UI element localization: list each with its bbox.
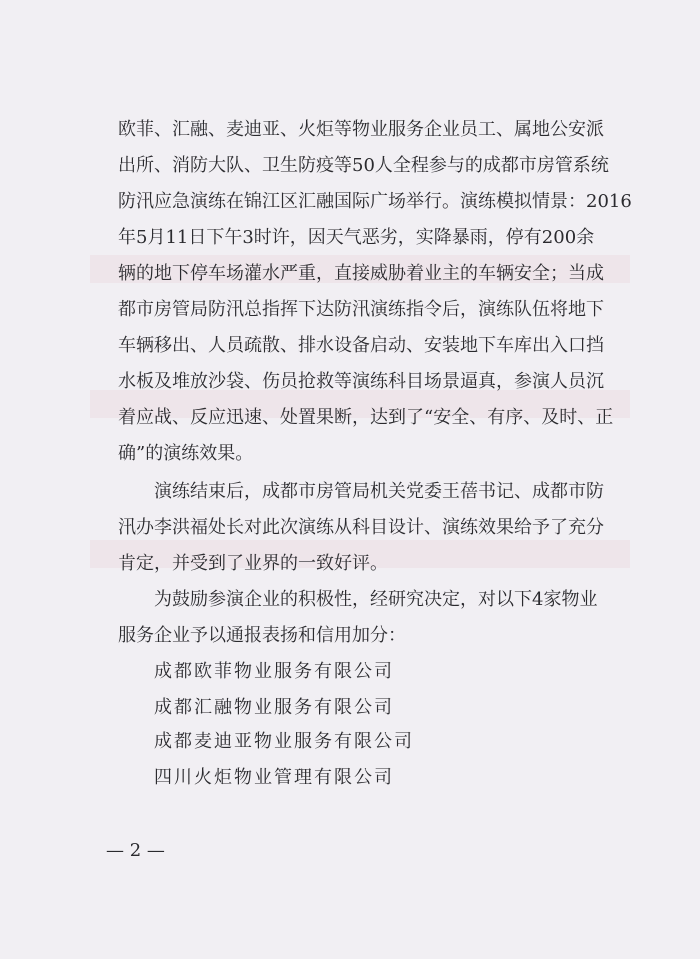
text-line: 水板及堆放沙袋、伤员抢救等演练科目场景逼真，参演人员沉 <box>118 371 604 392</box>
company-item: 四川火炬物业管理有限公司 <box>154 767 394 788</box>
text-line: 出所、消防大队、卫生防疫等50人全程参与的成都市房管系统 <box>118 155 609 176</box>
page-number: — 2 — <box>106 840 165 861</box>
text-line: 防汛应急演练在锦江区汇融国际广场举行。演练模拟情景：2016 <box>118 191 632 212</box>
company-item: 成都麦迪亚物业服务有限公司 <box>154 731 414 752</box>
text-line: 年5月11日下午3时许，因天气恶劣，实降暴雨，停有200余 <box>118 227 595 248</box>
text-line: 车辆移出、人员疏散、排水设备启动、安装地下车库出入口挡 <box>118 335 604 356</box>
text-line: 辆的地下停车场灌水严重，直接威胁着业主的车辆安全；当成 <box>118 263 604 284</box>
text-line: 都市房管局防汛总指挥下达防汛演练指令后，演练队伍将地下 <box>118 299 604 320</box>
text-line: 确”的演练效果。 <box>118 443 254 464</box>
text-line: 着应战、反应迅速、处置果断，达到了“安全、有序、及时、正 <box>118 407 614 428</box>
text-line: 欧菲、汇融、麦迪亚、火炬等物业服务企业员工、属地公安派 <box>118 119 604 140</box>
text-line: 演练结束后，成都市房管局机关党委王蓓书记、成都市防 <box>154 481 604 502</box>
company-item: 成都汇融物业服务有限公司 <box>154 697 394 718</box>
text-line: 服务企业予以通报表扬和信用加分： <box>118 625 406 646</box>
text-line: 汛办李洪福处长对此次演练从科目设计、演练效果给予了充分 <box>118 517 604 538</box>
text-line: 为鼓励参演企业的积极性，经研究决定，对以下4家物业 <box>154 589 598 610</box>
text-line: 肯定，并受到了业界的一致好评。 <box>118 553 388 574</box>
company-item: 成都欧菲物业服务有限公司 <box>154 661 394 682</box>
